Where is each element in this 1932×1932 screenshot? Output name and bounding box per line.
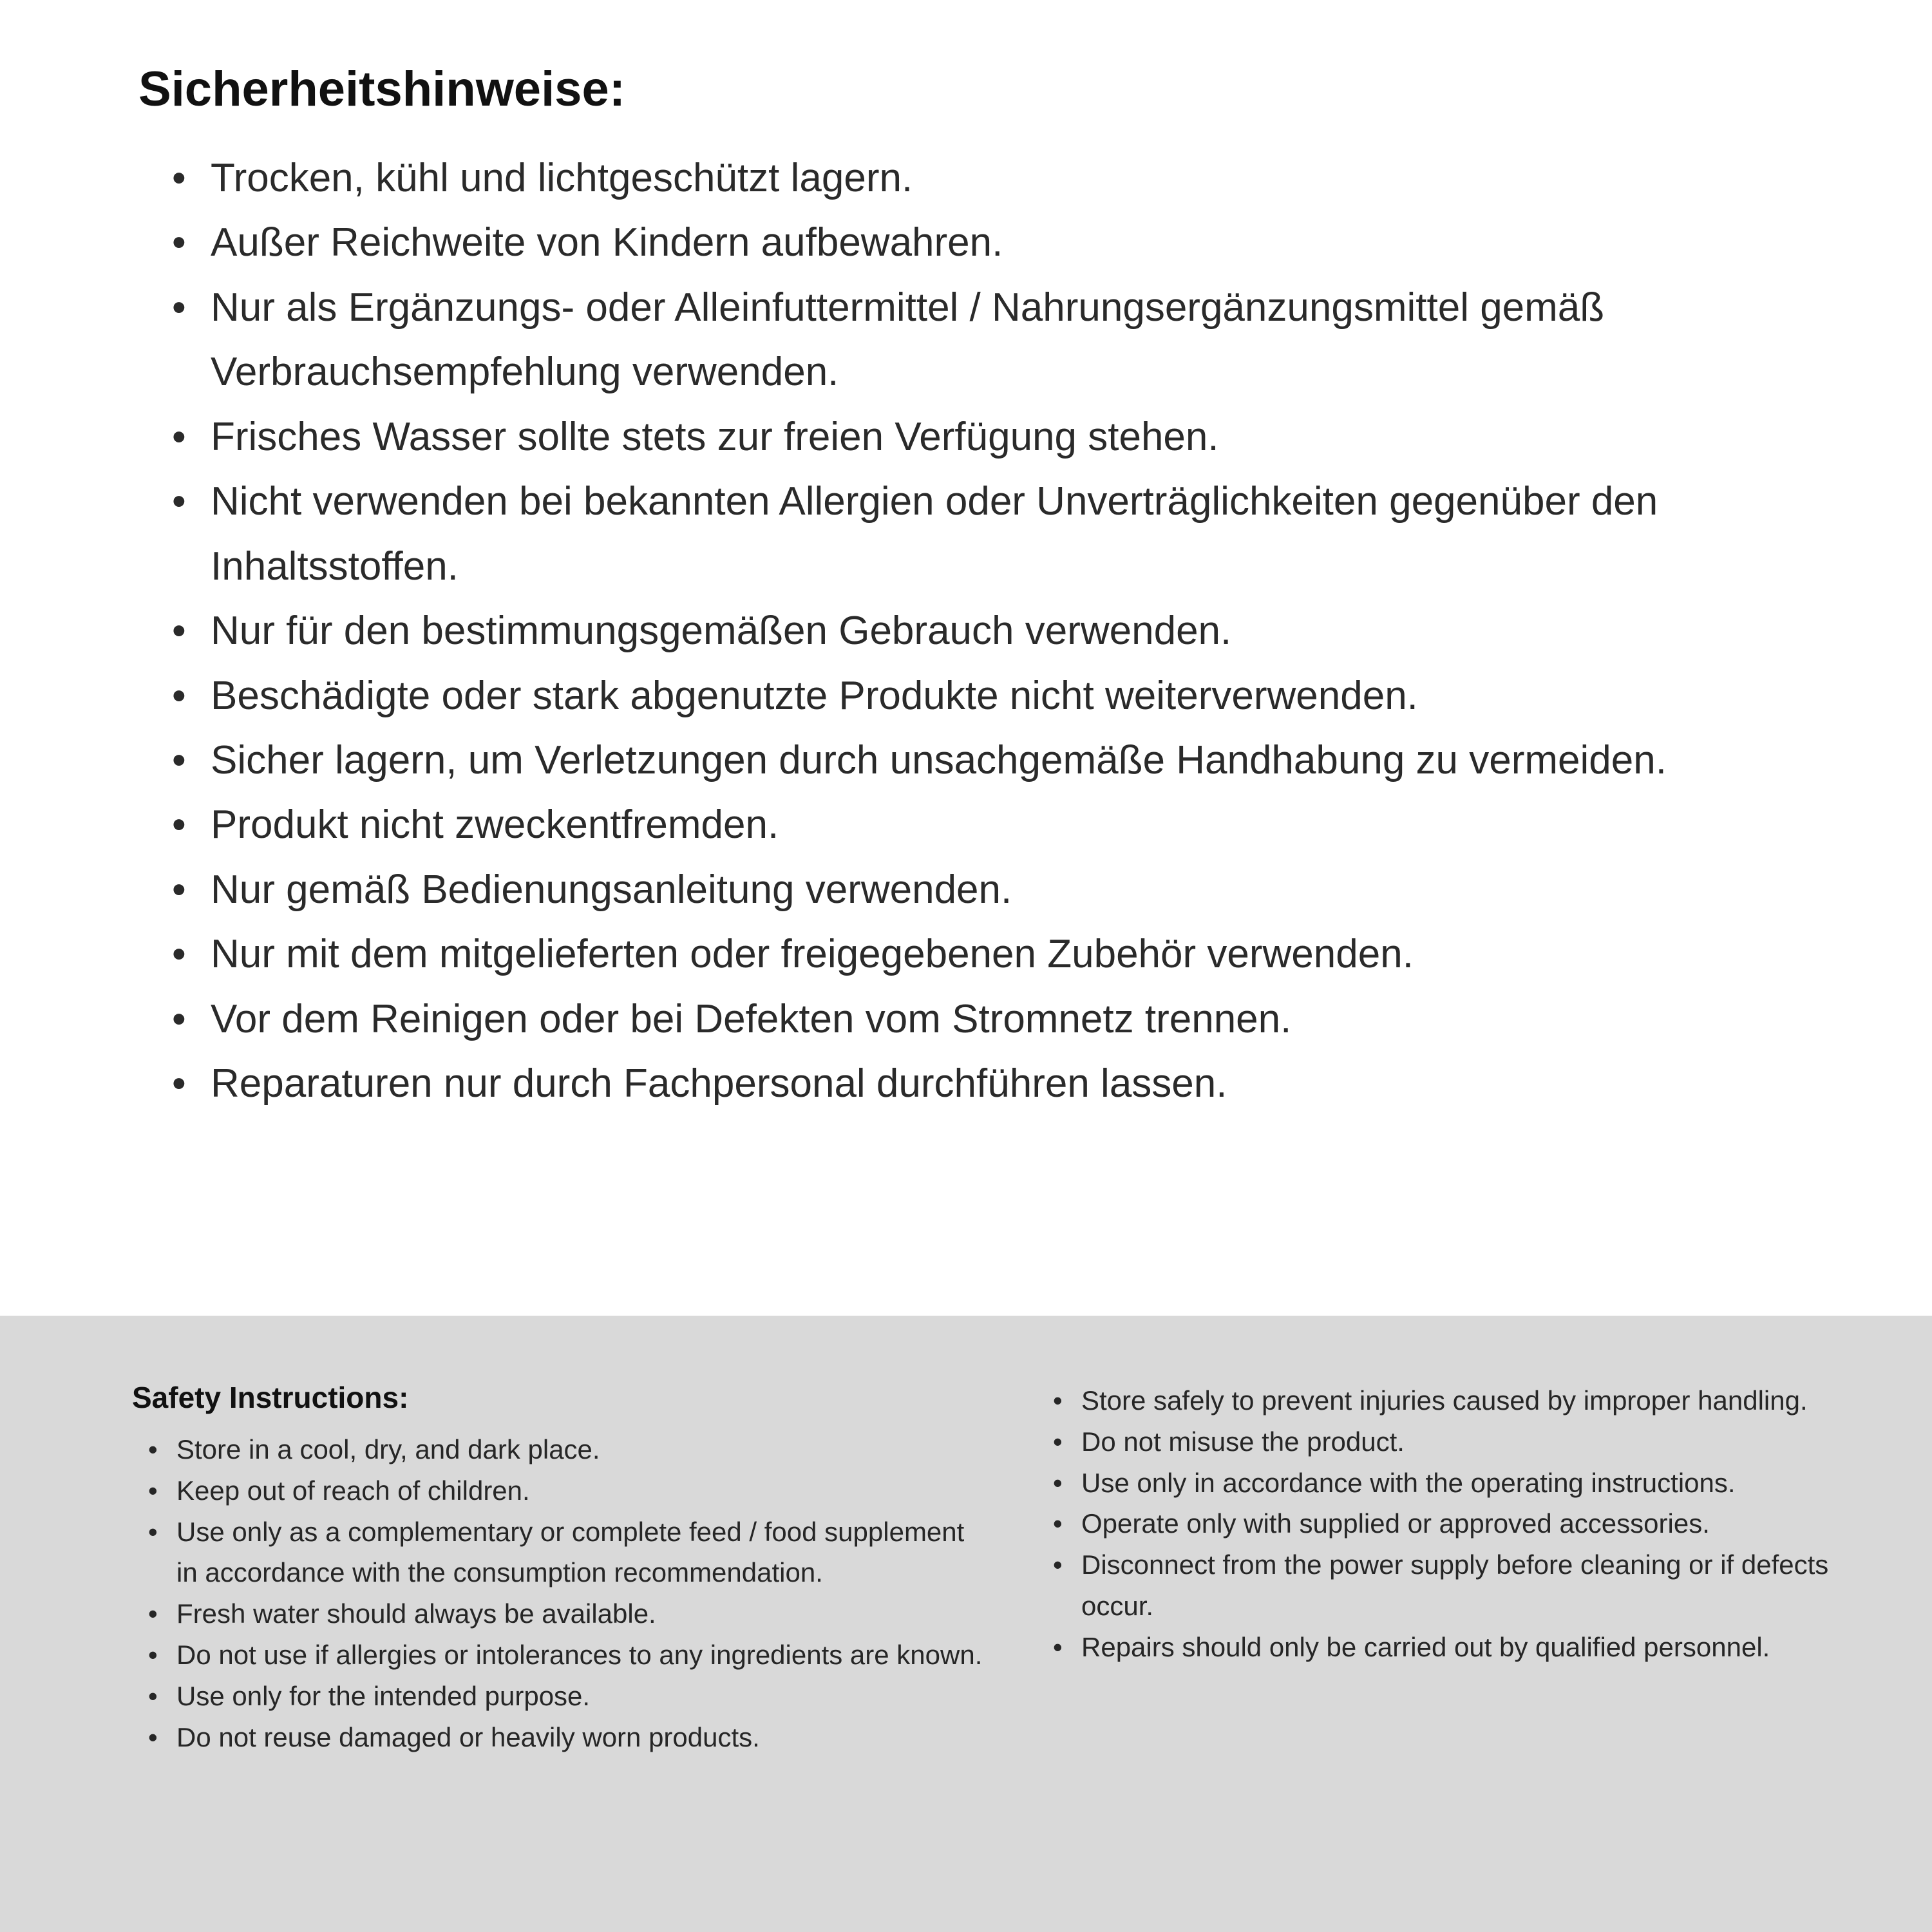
bullet-icon: • bbox=[1053, 1631, 1063, 1662]
list-item-text: Sicher lagern, um Verletzungen durch unsachgemäße Handhabung zu vermeiden. bbox=[211, 737, 1667, 782]
list-item-text: Keep out of reach of children. bbox=[176, 1475, 530, 1506]
list-item-text: Do not reuse damaged or heavily worn products. bbox=[176, 1721, 760, 1752]
list-item bbox=[1037, 1421, 1848, 1463]
bullet-icon: • bbox=[148, 1680, 158, 1711]
bullet-icon: • bbox=[148, 1434, 158, 1464]
list-item bbox=[132, 1511, 989, 1594]
list-item-text: Use only as a complementary or complete feed / food supplement in accordance with the consumption recommendation. bbox=[176, 1516, 965, 1588]
english-column-right bbox=[1037, 1380, 1848, 1668]
list-item bbox=[132, 1717, 989, 1758]
list-item bbox=[1037, 1463, 1848, 1504]
list-item-text: Vor dem Reinigen oder bei Defekten vom Stromnetz trennen. bbox=[211, 996, 1292, 1041]
list-item bbox=[138, 922, 1813, 987]
list-item bbox=[138, 793, 1813, 857]
german-safety-list bbox=[138, 146, 1813, 1117]
list-item bbox=[1037, 1627, 1848, 1668]
list-item-text: Beschädigte oder stark abgenutzte Produkte nicht weiterverwenden. bbox=[211, 673, 1418, 718]
bullet-icon: • bbox=[1053, 1385, 1063, 1416]
list-item-text: Außer Reichweite von Kindern aufbewahren. bbox=[211, 220, 1003, 265]
list-item-text: Nur gemäß Bedienungsanleitung verwenden. bbox=[211, 867, 1012, 912]
bullet-icon: • bbox=[172, 156, 186, 200]
bullet-icon: • bbox=[172, 802, 186, 848]
list-item bbox=[138, 858, 1813, 922]
bullet-icon: • bbox=[172, 1061, 186, 1106]
list-item-text: Frisches Wasser sollte stets zur freien Verfügung stehen. bbox=[211, 414, 1219, 459]
list-item-text: Trocken, kühl und lichtgeschützt lagern. bbox=[211, 156, 913, 200]
bullet-icon: • bbox=[148, 1475, 158, 1506]
list-item bbox=[132, 1593, 989, 1634]
list-item-text: Store in a cool, dry, and dark place. bbox=[176, 1434, 600, 1464]
list-item-text: Repairs should only be carried out by qualified personnel. bbox=[1081, 1631, 1770, 1662]
bullet-icon: • bbox=[172, 609, 186, 654]
list-item-text: Disconnect from the power supply before cleaning or if defects occur. bbox=[1081, 1549, 1829, 1622]
bullet-icon: • bbox=[148, 1640, 158, 1671]
list-item bbox=[132, 1676, 989, 1717]
english-column-left bbox=[132, 1380, 989, 1758]
bullet-icon: • bbox=[148, 1516, 158, 1547]
list-item-text: Nur als Ergänzungs- oder Alleinfuttermittel / Nahrungsergänzungsmittel gemäß Verbrauchsempfehlung verwenden. bbox=[211, 285, 1605, 395]
bullet-icon: • bbox=[1053, 1426, 1063, 1457]
list-item bbox=[138, 664, 1813, 728]
list-item-text: Nicht verwenden bei bekannten Allergien oder Unverträglichkeiten gegenüber den Inhaltsstoffen. bbox=[211, 479, 1658, 589]
list-item-text: Reparaturen nur durch Fachpersonal durchführen lassen. bbox=[211, 1061, 1227, 1106]
list-item bbox=[132, 1634, 989, 1676]
list-item bbox=[138, 405, 1813, 469]
list-item bbox=[1037, 1544, 1848, 1627]
list-item-text: Do not misuse the product. bbox=[1081, 1426, 1405, 1457]
list-item-text: Use only in accordance with the operating instructions. bbox=[1081, 1467, 1736, 1498]
english-safety-list-right bbox=[1037, 1380, 1848, 1668]
bullet-icon: • bbox=[172, 479, 186, 524]
list-item-text: Do not use if allergies or intolerances to any ingredients are known. bbox=[176, 1640, 983, 1671]
bullet-icon: • bbox=[1053, 1467, 1063, 1498]
list-item bbox=[132, 1429, 989, 1470]
list-item-text: Use only for the intended purpose. bbox=[176, 1680, 591, 1711]
list-item-text: Store safely to prevent injuries caused by improper handling. bbox=[1081, 1385, 1808, 1416]
list-item-text: Operate only with supplied or approved accessories. bbox=[1081, 1508, 1710, 1539]
bullet-icon: • bbox=[172, 414, 186, 459]
list-item bbox=[138, 146, 1813, 211]
bullet-icon: • bbox=[1053, 1508, 1063, 1539]
bullet-icon: • bbox=[148, 1721, 158, 1752]
bullet-icon: • bbox=[172, 932, 186, 977]
list-item bbox=[138, 728, 1813, 793]
list-item bbox=[138, 469, 1813, 599]
list-item bbox=[138, 276, 1813, 405]
german-title: Sicherheitshinweise: bbox=[138, 62, 626, 117]
list-item bbox=[132, 1470, 989, 1511]
bullet-icon: • bbox=[172, 867, 186, 912]
list-item bbox=[138, 211, 1813, 275]
english-columns bbox=[132, 1380, 1848, 1758]
bullet-icon: • bbox=[172, 996, 186, 1041]
bullet-icon: • bbox=[1053, 1549, 1063, 1580]
bullet-icon: • bbox=[148, 1598, 158, 1629]
bullet-icon: • bbox=[172, 220, 186, 265]
list-item bbox=[138, 599, 1813, 663]
list-item-text: Nur für den bestimmungsgemäßen Gebrauch verwenden. bbox=[211, 609, 1232, 654]
list-item bbox=[138, 987, 1813, 1052]
list-item-text: Fresh water should always be available. bbox=[176, 1598, 656, 1629]
english-title: Safety Instructions: bbox=[132, 1381, 409, 1414]
list-item bbox=[138, 1052, 1813, 1116]
list-item-text: Produkt nicht zweckentfremden. bbox=[211, 802, 779, 848]
bullet-icon: • bbox=[172, 673, 186, 718]
bullet-icon: • bbox=[172, 285, 186, 330]
list-item bbox=[1037, 1503, 1848, 1544]
english-section bbox=[0, 1316, 1932, 1932]
list-item-text: Nur mit dem mitgelieferten oder freigegebenen Zubehör verwenden. bbox=[211, 932, 1414, 977]
bullet-icon: • bbox=[172, 737, 186, 782]
list-item bbox=[1037, 1380, 1848, 1421]
english-safety-list-left bbox=[132, 1429, 989, 1758]
